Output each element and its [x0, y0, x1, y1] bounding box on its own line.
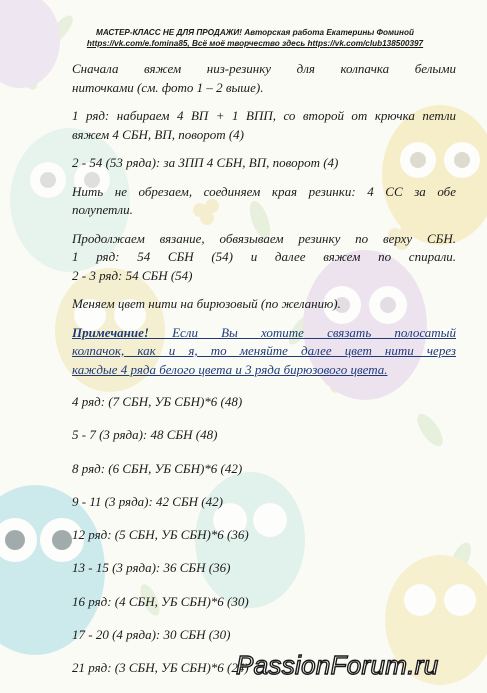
paragraph-line: 1 ряд: набираем 4 ВП + 1 ВПП, со второй от крючка петли: [72, 108, 456, 123]
paragraph-line: ниточками (см. фото 1 – 2 выше).: [72, 79, 264, 95]
paragraph-line: Нить не обрезаем, соединяем края резинки: 4 СС за обе: [72, 183, 456, 199]
paragraph-line: Меняем цвет нити на бирюзовый (по желанию).: [72, 296, 341, 311]
paragraph-line: 2 - 3 ряд: 54 СБН (54): [72, 267, 193, 283]
row-instruction: 5 - 7 (3 ряда): 48 СБН (48): [72, 427, 218, 443]
row-instruction: 17 - 20 (4 ряда): 30 СБН (30): [72, 627, 231, 643]
paragraph-line: Продолжаем вязание, обвязываем резинку по верху СБН.: [72, 230, 456, 246]
paragraph-continue: [72, 230, 456, 286]
row-instruction: 16 ряд: (4 СБН, УБ СБН)*6 (30): [72, 593, 249, 609]
note-line: колпачок, как и я, то меняйте далее цвет нити через: [72, 343, 456, 358]
note-line: каждые 4 ряда белого цвета и 3 ряда бирюзового цвета.: [72, 361, 388, 377]
header-links-line: https://vk.com/e.fomina85, Всё моё творчество здесь https://vk.com/club138500397: [86, 39, 424, 48]
paragraph-line: вяжем 4 СБН, ВП, поворот (4): [72, 126, 245, 142]
paragraph-line: 2 - 54 (53 ряда): за ЗПП 4 СБН, ВП, поворот (4): [72, 155, 339, 170]
paragraph-join: [72, 183, 456, 220]
paragraph-color-change: [72, 295, 456, 314]
row-instruction: 8 ряд: (6 СБН, УБ СБН)*6 (42): [72, 460, 243, 476]
paragraph-intro: [72, 60, 456, 97]
row-instruction: 9 - 11 (3 ряда): 42 СБН (42): [72, 493, 223, 509]
watermark-logo: PassionForum.ru: [236, 650, 439, 680]
paragraph-rows-2-54: [72, 154, 456, 173]
row-instruction: 4 ряд: (7 СБН, УБ СБН)*6 (48): [72, 394, 243, 409]
page-header: [60, 27, 450, 49]
note-text: Если Вы хотите связать полосатый: [148, 324, 456, 340]
note-line: [72, 324, 456, 343]
paragraph-line: Сначала вяжем низ-резинку для колпачка белыми: [72, 61, 456, 76]
row-instruction: 21 ряд: (3 СБН, УБ СБН)*6 (24): [72, 660, 249, 676]
note-label: Примечание!: [72, 324, 149, 340]
header-copyright-line: МАСТЕР-КЛАСС НЕ ДЛЯ ПРОДАЖИ! Авторская работа Екатерины Фоминой: [96, 28, 414, 37]
paragraph-line: 1 ряд: 54 СБН (54) и далее вяжем по спирали.: [72, 249, 456, 264]
paragraph-row-1: [72, 107, 456, 144]
pattern-instructions: [72, 60, 456, 693]
row-instruction: 13 - 15 (3 ряда): 36 СБН (36): [72, 560, 231, 576]
note-block: [72, 324, 456, 380]
row-instruction: 12 ряд: (5 СБН, УБ СБН)*6 (36): [72, 527, 249, 543]
paragraph-line: полупетли.: [72, 202, 133, 217]
